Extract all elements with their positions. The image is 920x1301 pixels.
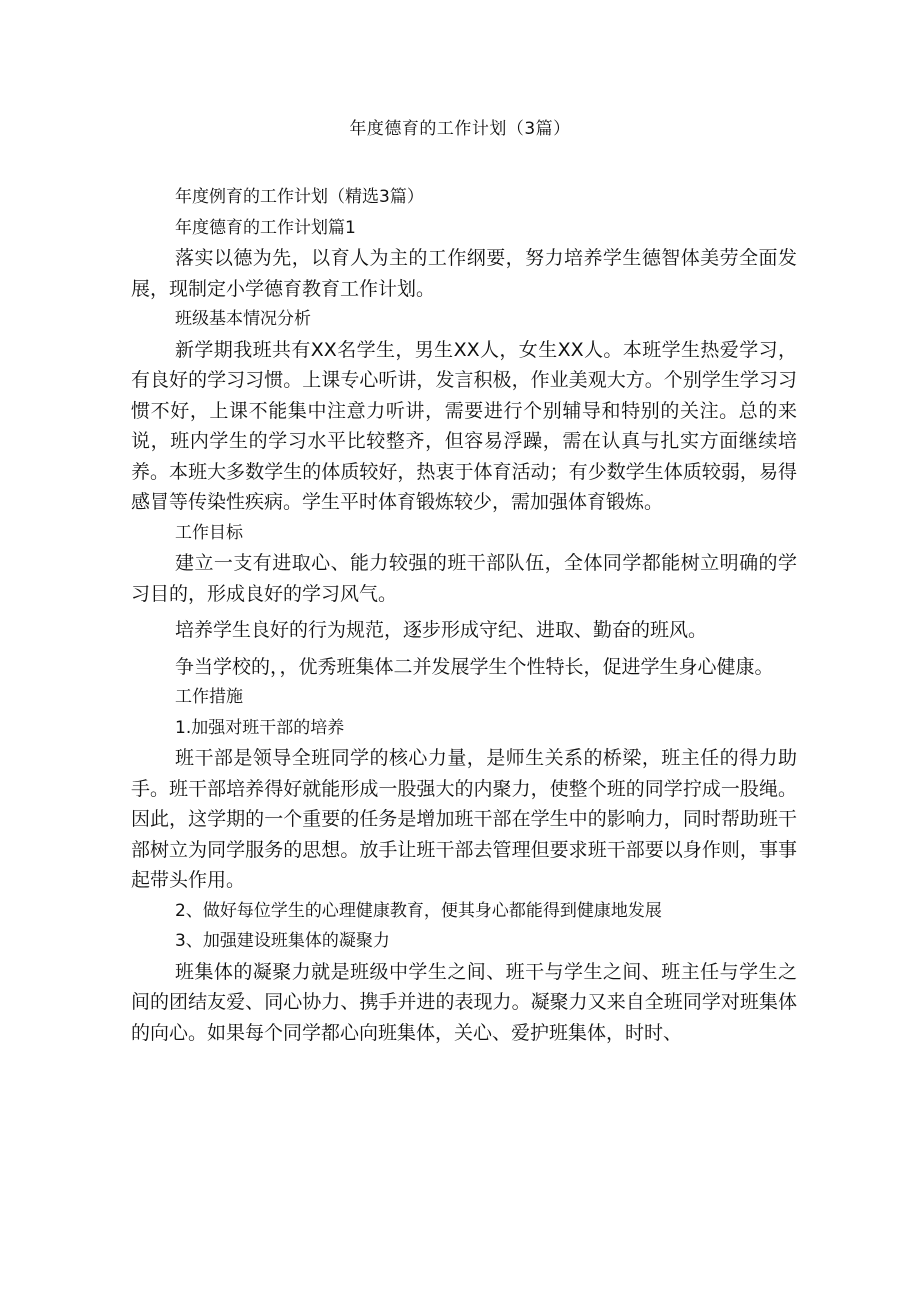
section-heading: 工作目标: [175, 522, 243, 543]
section-heading: 年度德育的工作计划篇1: [175, 217, 356, 238]
body-paragraph: 落实以德为先，以育人为主的工作纲要，努力培养学生德智体美劳全面发展，现制定小学德育教育工作计划。: [131, 247, 797, 300]
body-paragraph: 班集体的凝聚力就是班级中学生之间、班干与学生之间、班主任与学生之间的团结友爱、同心协力、携手并进的表现力。凝聚力又来自全班同学对班集体的向心。如果每个同学都心向班集体，关心、爱护班集体，时时、: [131, 960, 797, 1044]
body-paragraph: 培养学生良好的行为规范，逐步形成守纪、进取、勤奋的班风。: [175, 619, 708, 641]
body-paragraph: 建立一支有进取心、能力较强的班干部队伍，全体同学都能树立明确的学习目的，形成良好的学习风气。: [131, 552, 797, 605]
body-paragraph: 争当学校的，，优秀班集体二并发展学生个性特长，促进学生身心健康。: [175, 655, 774, 678]
section-heading: 工作措施: [175, 687, 243, 707]
subtitle-paragraph: 年度例育的工作计划（精选3篇）: [175, 187, 424, 207]
body-paragraph: 班干部是领导全班同学的核心力量，是师生关系的桥梁，班主任的得力助手。班干部培养得好就能形成一股强大的内聚力，使整个班的同学拧成一股绳。因此，这学期的一个重要的任务是增加班干部在学生中的影响力，同时帮助班干部树立为同学服务的思想。放手让班干部去管理但要求班干部要以身作则，事事起带头作用。: [131, 747, 797, 891]
subsection-heading: 1.加强对班干部的培养: [175, 717, 345, 738]
subsection-heading: 2、做好每位学生的心理健康教育，便其身心都能得到健康地发展: [175, 900, 662, 921]
subsection-heading: 3、加强建设班集体的凝聚力: [175, 931, 390, 951]
section-heading: 班级基本情况分析: [175, 309, 311, 329]
document-body: [131, 182, 797, 1048]
document-title: 年度德育的工作计划（3篇）: [349, 119, 571, 139]
body-paragraph: 新学期我班共有XX名学生，男生XX人，女生XX人。本班学生热爱学习，有良好的学习习惯。上课专心听讲，发言积极，作业美观大方。个别学生学习习惯不好，上课不能集中注意力听讲，需要进行个别辅导和特别的关注。总的来说，班内学生的学习水平比较整齐，但容易浮躁，需在认真与扎实方面继续培养。本班大多数学生的体质较好，热衷于体育活动；有少数学生体质较弱，易得感冒等传染性疾病。学生平时体育锻炼较少，需加强体育锻炼。: [131, 338, 797, 513]
